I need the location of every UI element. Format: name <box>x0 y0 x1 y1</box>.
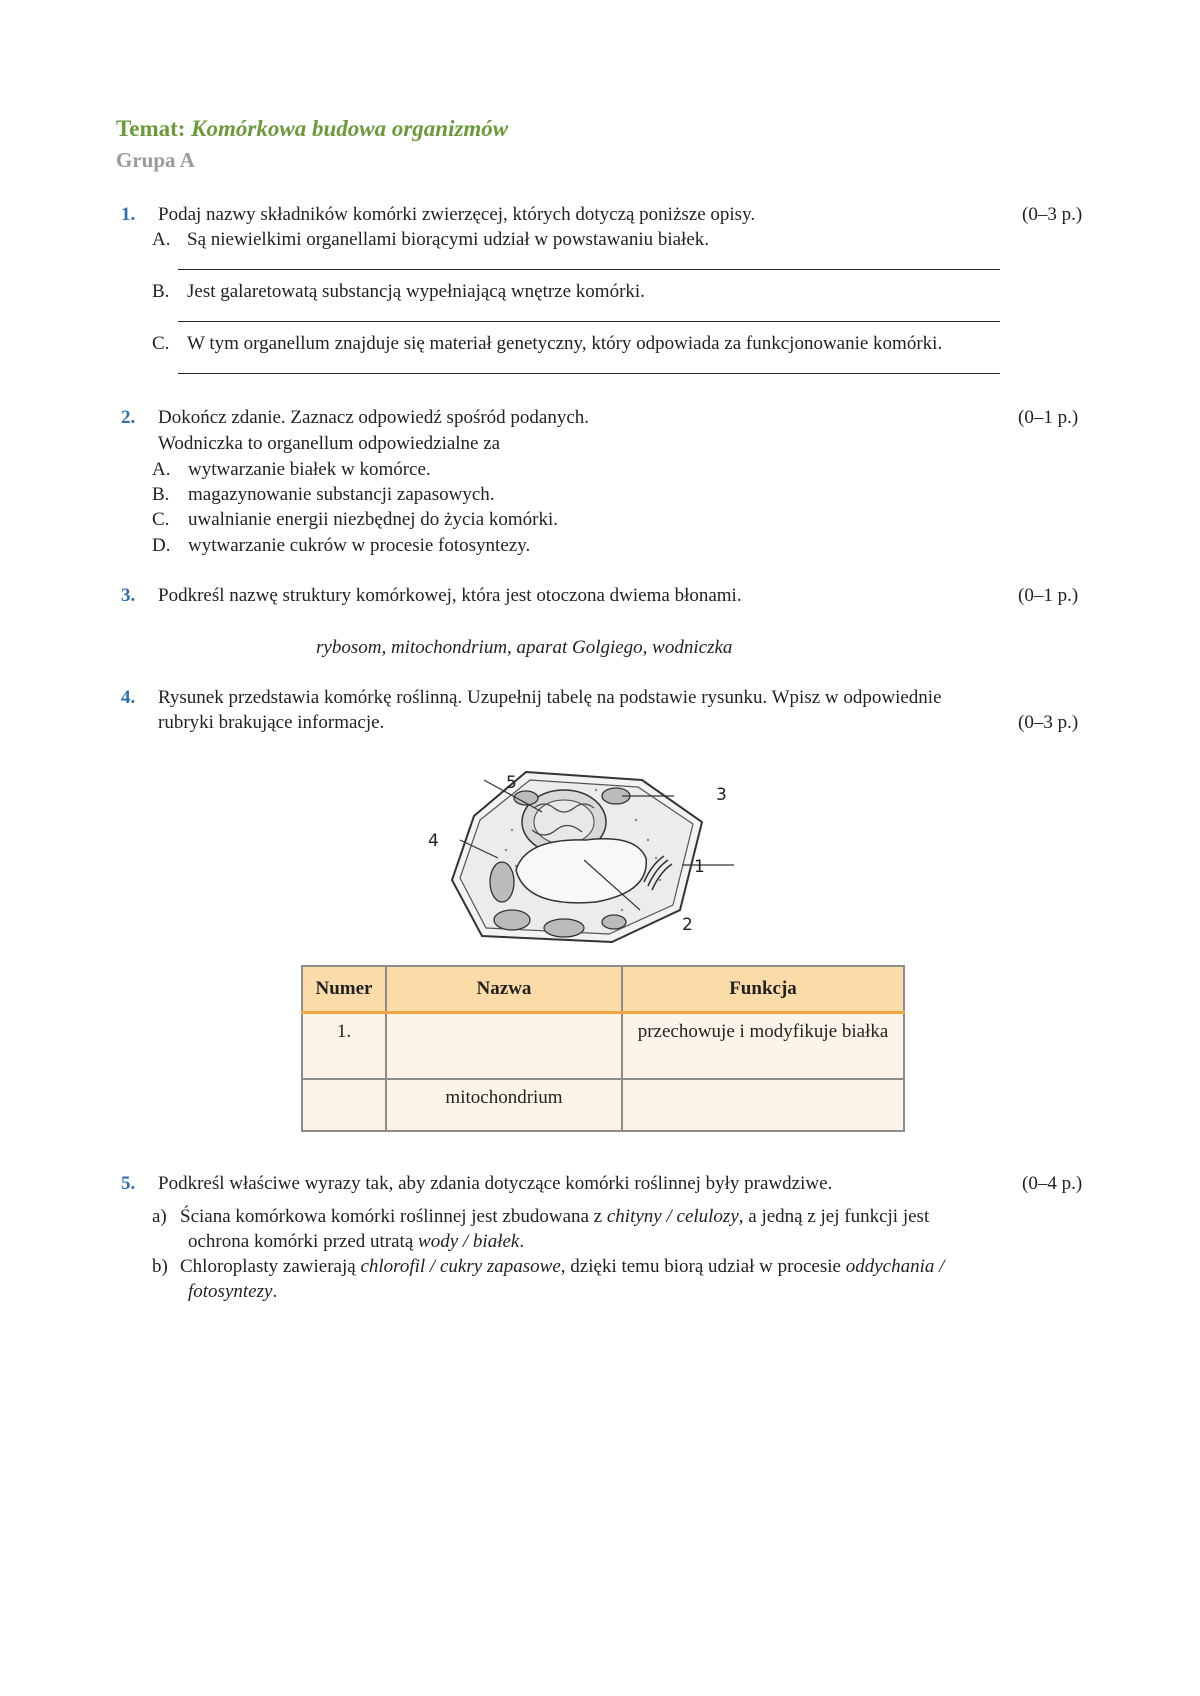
q2-option-b-text[interactable]: magazynowanie substancji zapasowych. <box>188 484 495 505</box>
q5a-text3: ochrona komórki przed utratą <box>188 1231 419 1252</box>
figure-labels <box>416 760 736 950</box>
cell-function-input[interactable] <box>622 1079 904 1131</box>
q5-number: 5. <box>121 1173 136 1194</box>
cell-structures-table <box>301 965 905 1132</box>
topic-label: Temat: <box>116 116 186 141</box>
q5-text: Podkreśl właściwe wyrazy tak, aby zdania dotyczące komórki roślinnej były prawdziwe. <box>158 1173 833 1194</box>
cell-number: 1. <box>302 1013 386 1080</box>
figure-label-1: 1 <box>694 857 705 877</box>
q5a-text2: , a jedną z jej funkcji jest <box>738 1206 930 1227</box>
q5b-choice1[interactable]: chlorofil / cukry zapasowe <box>360 1256 561 1277</box>
q2-option-a-letter[interactable]: A. <box>152 459 171 480</box>
q3-text: Podkreśl nazwę struktury komórkowej, która jest otoczona dwiema błonami. <box>158 585 742 606</box>
q5b-line2 <box>188 1280 277 1304</box>
q1-number: 1. <box>121 204 136 225</box>
q3-points: (0–1 p.) <box>1018 585 1079 606</box>
q1-points: (0–3 p.) <box>1022 204 1083 225</box>
q2-number: 2. <box>121 407 136 428</box>
q2-option-b-letter[interactable]: B. <box>152 484 170 505</box>
q2-option-d-text[interactable]: wytwarzanie cukrów w procesie fotosyntezy. <box>188 535 531 556</box>
col-header-function: Funkcja <box>622 966 904 1013</box>
q5b-line1 <box>180 1255 944 1279</box>
q4-text-line1: Rysunek przedstawia komórkę roślinną. Uzupełnij tabelę na podstawie rysunku. Wpisz w odpowiednie <box>158 687 942 708</box>
table-row <box>302 1013 904 1080</box>
q5a-letter: a) <box>152 1206 167 1227</box>
group-label: Grupa A <box>116 148 195 172</box>
table-row <box>302 1079 904 1131</box>
q1-answer-line-c[interactable] <box>178 373 1000 374</box>
q5b-text2: , dzięki temu biorą udział w procesie <box>560 1256 846 1277</box>
q2-option-c-letter[interactable]: C. <box>152 509 170 530</box>
q5b-choice2b[interactable]: fotosyntezy <box>188 1281 273 1302</box>
q3-choices[interactable]: rybosom, mitochondrium, aparat Golgiego, wodniczka <box>316 637 733 658</box>
table-header-row <box>302 966 904 1013</box>
figure-label-5: 5 <box>506 773 517 793</box>
q5b-text3: . <box>272 1281 278 1302</box>
q2-option-d-letter[interactable]: D. <box>152 535 171 556</box>
q1-item-a-letter: A. <box>152 229 171 250</box>
topic-name: Komórkowa budowa organizmów <box>191 116 509 141</box>
q5a-choice1[interactable]: chityny / celulozy <box>606 1206 739 1227</box>
cell-name: mitochondrium <box>386 1079 622 1131</box>
q2-option-a-text[interactable]: wytwarzanie białek w komórce. <box>188 459 431 480</box>
q4-points: (0–3 p.) <box>1018 712 1079 733</box>
figure-label-2: 2 <box>682 915 693 935</box>
q1-item-a-text: Są niewielkimi organellami biorącymi udział w powstawaniu białek. <box>187 229 710 250</box>
q5a-text1: Ściana komórkowa komórki roślinnej jest zbudowana z <box>180 1206 607 1227</box>
q2-points: (0–1 p.) <box>1018 407 1079 428</box>
q4-text-line2: rubryki brakujące informacje. <box>158 712 385 733</box>
q5a-choice2[interactable]: wody / białek <box>418 1231 520 1252</box>
q1-item-b-text: Jest galaretowatą substancją wypełniającą wnętrze komórki. <box>187 281 645 302</box>
q1-item-b-letter: B. <box>152 281 170 302</box>
q1-item-c-text: W tym organellum znajduje się materiał genetyczny, który odpowiada za funkcjonowanie komórki. <box>187 333 943 354</box>
q1-item-c-letter: C. <box>152 333 170 354</box>
q5a-line1 <box>180 1205 929 1229</box>
cell-name-input[interactable] <box>386 1013 622 1080</box>
q2-text: Dokończ zdanie. Zaznacz odpowiedź spośród podanych. <box>158 407 590 428</box>
q3-number: 3. <box>121 585 136 606</box>
q1-text: Podaj nazwy składników komórki zwierzęcej, których dotyczą poniższe opisy. <box>158 204 756 225</box>
cell-number-input[interactable] <box>302 1079 386 1131</box>
q2-stem: Wodniczka to organellum odpowiedzialne za <box>158 433 501 454</box>
col-header-name: Nazwa <box>386 966 622 1013</box>
cell-function: przechowuje i modyfikuje białka <box>622 1013 904 1080</box>
figure-label-4: 4 <box>428 831 439 851</box>
q5b-letter: b) <box>152 1256 168 1277</box>
q1-answer-line-b[interactable] <box>178 321 1000 322</box>
q5b-text1: Chloroplasty zawierają <box>180 1256 361 1277</box>
q5a-text4: . <box>519 1231 525 1252</box>
q4-number: 4. <box>121 687 136 708</box>
page-title <box>116 116 508 142</box>
q1-answer-line-a[interactable] <box>178 269 1000 270</box>
q5-points: (0–4 p.) <box>1022 1173 1083 1194</box>
q2-option-c-text[interactable]: uwalnianie energii niezbędnej do życia komórki. <box>188 509 559 530</box>
col-header-number: Numer <box>302 966 386 1013</box>
q5b-choice2a[interactable]: oddychania / <box>845 1256 945 1277</box>
figure-label-3: 3 <box>716 785 727 805</box>
q5a-line2 <box>188 1230 524 1254</box>
